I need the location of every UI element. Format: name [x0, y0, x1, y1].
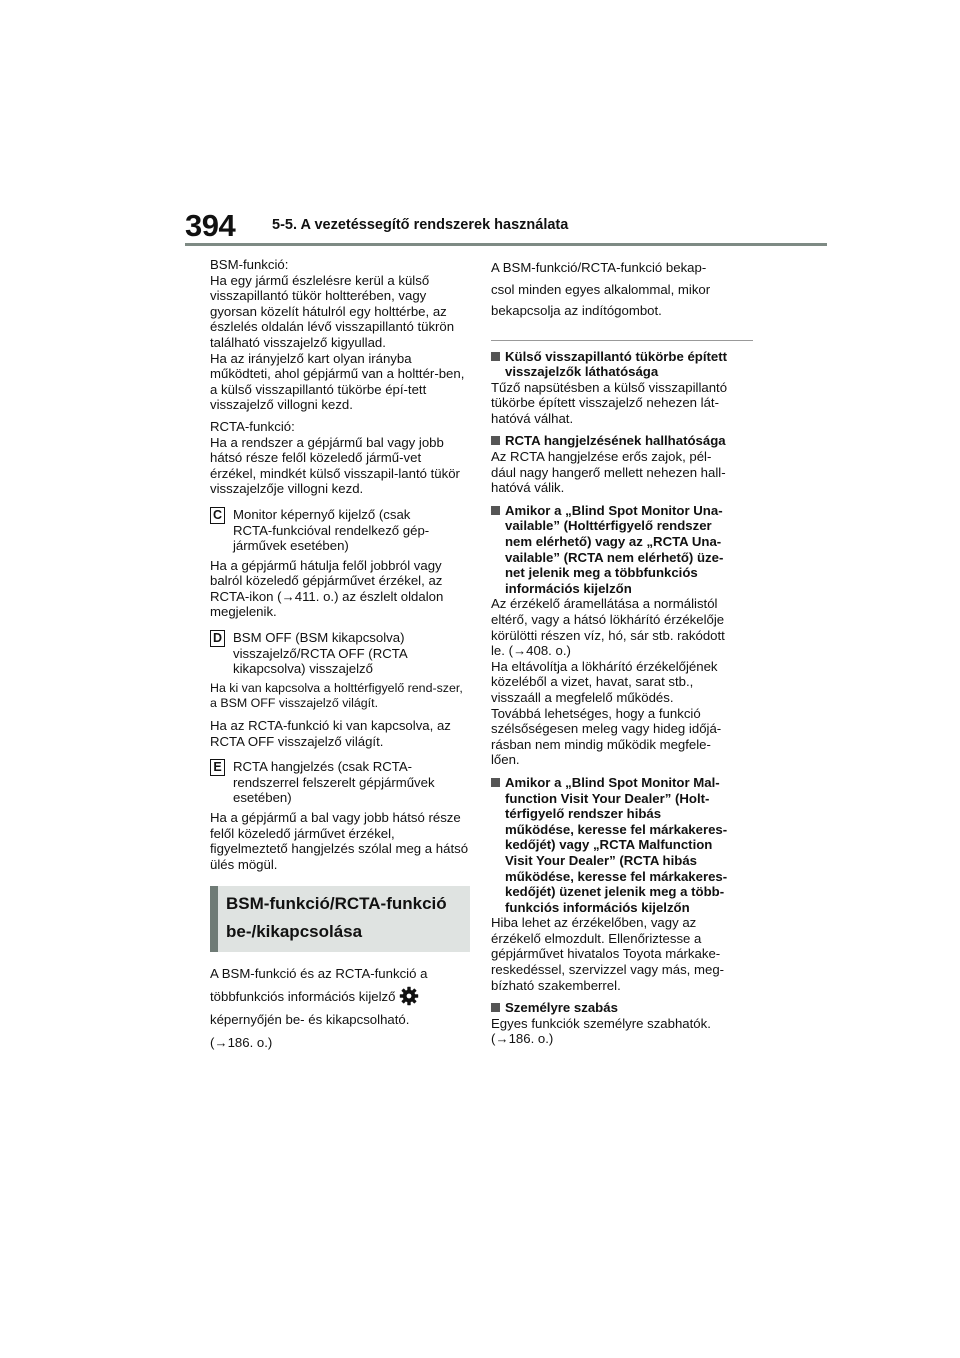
right-column [491, 257, 753, 1054]
note-heading-visibility-text: Külső visszapillantó tükörbe épített visszajelzők láthatósága [505, 348, 728, 380]
bsm-function-text: BSM-funkció: Ha egy jármű észlelésre kerül a külső visszapillantó tükör holtterében, vagy gyorsan közelít hátulról egy holttérbe, az észlelés oldalán lévő visszapillantó tükrön található visszajelző kigyullad. Ha az irányjelző kart olyan irányba működteti, ahol gépjármű van a holttér-ben, a külső visszapillantó tükörbe épí-tett visszajelző villogni kezd. [210, 257, 465, 413]
callout-c-title: Monitor képernyő kijelző (csak RCTA-funkcióval rendelkező gép- járművek esetében) [233, 506, 430, 554]
square-bullet-icon [491, 1003, 500, 1012]
callout-d-title: BSM OFF (BSM kikapcsolva) visszajelző/RCTA OFF (RCTA kikapcsolva) visszajelző [233, 630, 408, 677]
switch-line-4: (→186. o.) [210, 1035, 273, 1051]
callout-e-label: E [210, 759, 225, 776]
right-top-text: A BSM-funkció/RCTA-funkció bekap- csol minden egyes alkalommal, mikor bekapcsolja az indítógombot. [491, 260, 711, 318]
callout-e-item [210, 759, 470, 806]
callout-e-title: RCTA hangjelzés (csak RCTA- rendszerrel felszerelt gépjárművek esetében) [233, 759, 435, 806]
note-text-unavailable: Az érzékelő áramellátása a normálistól eltérő, vagy a hátsó lökhárító érzékelője körülötti részen víz, hó, sár stb. rakódott le. (→408. o.) Ha eltávolítja a lökhárító érzékelőjének közeléből a vizet, havat, sarat stb., visszaáll a megfelelő működés. Továbbá lehetséges, hogy a funkció szélsőségesen meleg vagy hideg időjá- rásban nem mindig működik megfele- lően. [491, 596, 725, 768]
note-heading-malfunction [491, 775, 753, 915]
square-bullet-icon [491, 436, 500, 445]
switch-line-1: A BSM-funkció és az RCTA-funkció a [210, 966, 428, 982]
callout-d-text-1: Ha ki van kapcsolva a holttérfigyelő rend-szer, a BSM OFF visszajelző világít. [210, 680, 463, 711]
note-text-audibility: Az RCTA hangjelzése erős zajok, pél- dául nagy hangerő mellett nehezen hall- hatóvá válik. [491, 449, 726, 496]
switch-line-3: képernyőjén be- és kikapcsolható. [210, 1012, 410, 1028]
note-text-visibility: Tűző napsütésben a külső visszapillantó tükörbe épített visszajelző nehezen lát- hatóvá válhat. [491, 379, 728, 426]
section-title: 5-5. A vezetéssegítő rendszerek használata [272, 217, 569, 233]
rcta-function-text: RCTA-funkció: Ha a rendszer a gépjármű bal vagy jobb hátsó része felől közeledő jármű-vet érzékel, mindkét külső visszapil-lantó tükör visszajelzője villogni kezd. [210, 418, 460, 497]
callout-c-item [210, 507, 470, 554]
callout-d-text-2: Ha az RCTA-funkció ki van kapcsolva, az RCTA OFF visszajelző világít. [210, 718, 451, 749]
page-number: 394 [185, 208, 236, 243]
note-heading-malfunction-text: Amikor a „Blind Spot Monitor Mal- function Visit Your Dealer” (Holt- térfigyelő rendszer hibás működése, keresse fel márkakeres- kedőjét) vagy „RCTA Malfunction Visit Your Dealer” (RCTA hibás működése, keresse fel márkakeres- kedőjét) üzenet jelenik meg a több- funkciós információs kijelzőn [505, 774, 728, 915]
note-heading-visibility [491, 349, 753, 380]
gear-icon [399, 986, 419, 1006]
section-heading-box: BSM-funkció/RCTA-funkció be-/kikapcsolása [210, 886, 470, 952]
callout-e-text: Ha a gépjármű a bal vagy jobb hátsó része felől közeledő járművet érzékel, figyelmeztető hangjelzés szólal meg a hátsó ülés mögül. [210, 810, 469, 872]
note-text-customization: Egyes funkciók személyre szabhatók. (→186. o.) [491, 1015, 711, 1047]
callout-c-text: Ha a gépjármű hátulja felől jobbról vagy balról közeledő gépjárművet érzékel, az RCTA-ikon (→411. o.) az észlelt oldalon megjelenik. [210, 557, 444, 620]
square-bullet-icon [491, 778, 500, 787]
note-heading-audibility [491, 433, 753, 449]
callout-c-label: C [210, 507, 225, 524]
header-divider [185, 243, 827, 246]
callout-d-label: D [210, 630, 225, 647]
right-divider [491, 340, 753, 341]
note-heading-unavailable-text: Amikor a „Blind Spot Monitor Una- vailable” (Holttérfigyelő rendszer nem elérhető) vagy az „RCTA Una- vailable” (RCTA nem elérhető) üze- net jelenik meg a többfunkciós információs kijelzőn [505, 502, 724, 596]
note-heading-customization-text: Személyre szabás [505, 1000, 618, 1016]
square-bullet-icon [491, 506, 500, 515]
note-heading-customization [491, 1000, 753, 1016]
switch-line-2: többfunkciós információs kijelző [210, 989, 396, 1005]
left-column [210, 257, 470, 1054]
callout-d-item [210, 630, 470, 677]
note-text-malfunction: Hiba lehet az érzékelőben, vagy az érzékelő elmozdult. Ellenőriztesse a gépjárművet hivatalos Toyota márkake- reskedéssel, szervizzel vagy más, meg- bízható szakemberrel. [491, 915, 725, 993]
note-heading-audibility-text: RCTA hangjelzésének hallhatósága [505, 433, 726, 449]
switch-line-2-wrap [210, 985, 470, 1008]
square-bullet-icon [491, 352, 500, 361]
note-heading-unavailable [491, 503, 753, 597]
